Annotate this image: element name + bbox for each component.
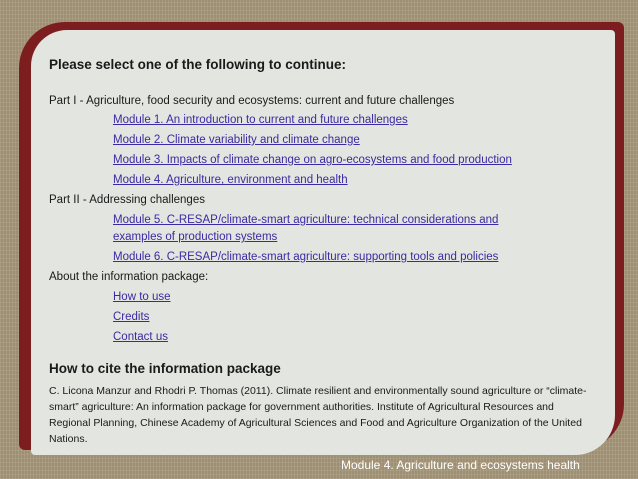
module-2-link[interactable]: Module 2. Climate variability and climate change <box>113 134 360 146</box>
part-1-title: Part I - Agriculture, food security and ecosystems: current and future challenges <box>49 95 455 107</box>
credits-link[interactable]: Credits <box>113 311 150 323</box>
module-3-link[interactable]: Module 3. Impacts of climate change on agro-ecosystems and food production <box>113 154 512 166</box>
select-prompt-heading: Please select one of the following to continue: <box>49 57 347 72</box>
about-title: About the information package: <box>49 271 209 283</box>
module-4-link[interactable]: Module 4. Agriculture, environment and health <box>113 174 348 186</box>
module-6-link[interactable]: Module 6. C-RESAP/climate-smart agriculture: supporting tools and policies <box>113 251 499 263</box>
citation-text: C. Licona Manzur and Rhodri P. Thomas (2011). Climate resilient and environmentally sound agriculture or “climate-smart” agriculture: An information package for government authorities. Institute of Agricultural Resources and Regional Planning, Chinese Academy of Agricultural Sciences and Food and Agriculture Organization of the United Nations. <box>49 385 587 445</box>
citation-heading: How to cite the information package <box>49 361 281 376</box>
contact-us-link[interactable]: Contact us <box>113 331 168 343</box>
footer-module-label: Module 4. Agriculture and ecosystems health <box>341 458 580 472</box>
module-1-link[interactable]: Module 1. An introduction to current and future challenges <box>113 114 408 126</box>
module-5-link[interactable]: Module 5. C-RESAP/climate-smart agriculture: technical considerations and <box>113 214 499 226</box>
part-2-title: Part II - Addressing challenges <box>49 194 205 206</box>
how-to-use-link[interactable]: How to use <box>113 291 171 303</box>
module-5-link-continued[interactable]: examples of production systems <box>113 231 278 243</box>
